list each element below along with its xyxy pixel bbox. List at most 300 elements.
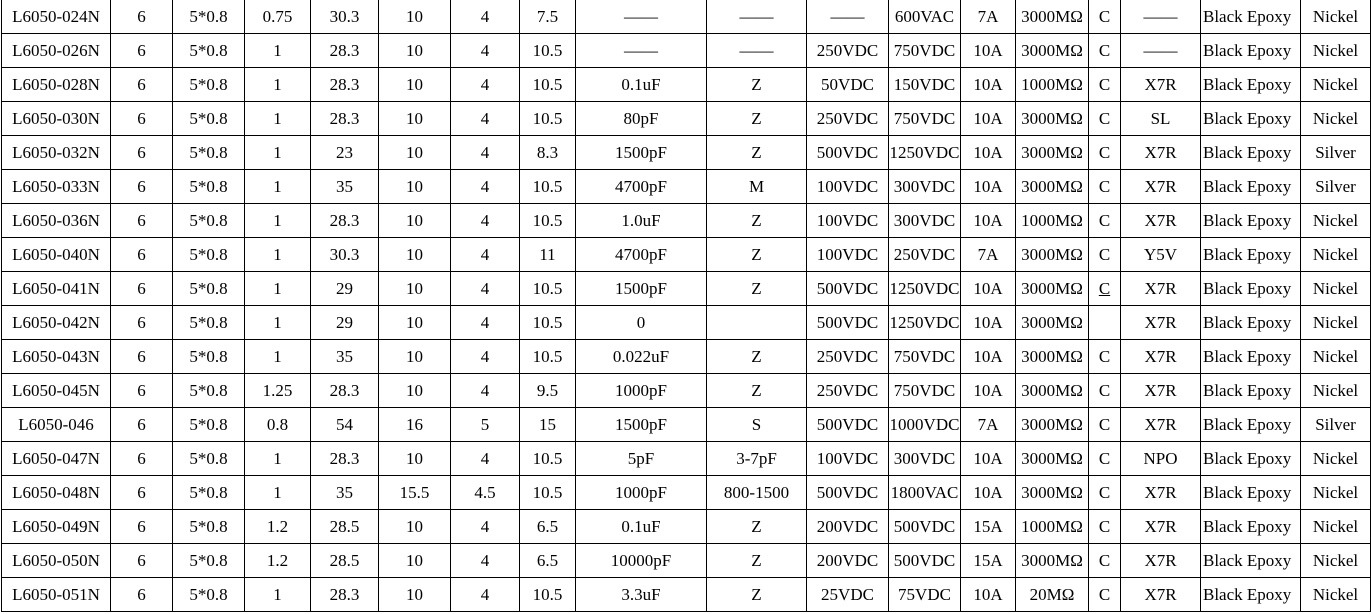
cell-text: 5*0.8 [189,177,228,196]
cell-text: 10 [406,551,423,570]
cell-capacitance [576,34,707,68]
cell-col-g [451,204,520,238]
cell-col-d [245,170,311,204]
cell-part-number [2,374,111,408]
cell-text: 1500pF [615,279,667,298]
cell-text: 3000MΩ [1021,483,1083,502]
cell-text: 7A [977,415,999,434]
cell-capacitance [576,136,707,170]
cell-col-g [451,408,520,442]
cell-current [961,238,1016,272]
cell-tolerance [707,340,807,374]
cell-col-h [520,544,576,578]
cell-text: 3000MΩ [1021,41,1083,60]
cell-col-o [1089,204,1121,238]
cell-text: 28.3 [329,585,360,604]
cell-col-b [111,68,173,102]
cell-current [961,0,1016,34]
cell-finish [1201,340,1301,374]
cell-col-h [520,170,576,204]
cell-col-h [520,340,576,374]
cell-text: Z [751,109,762,128]
cell-col-o [1089,272,1121,306]
cell-text: 29 [336,279,353,298]
cell-text: 150VDC [893,75,956,94]
cell-text: 3000MΩ [1021,279,1083,298]
cell-text: C [1098,517,1111,536]
cell-text: Silver [1315,415,1356,434]
cell-text: 3000MΩ [1021,415,1083,434]
cell-col-d [245,136,311,170]
cell-text: C [1098,245,1111,264]
cell-text: 15A [973,551,1003,570]
cell-text: 4700pF [615,245,667,264]
cell-col-f [379,170,451,204]
cell-text: 10A [973,449,1003,468]
cell-plating [1301,442,1371,476]
cell-text: Z [751,585,762,604]
cell-text: L6050-050N [12,551,100,570]
cell-plating [1301,510,1371,544]
cell-test-voltage [889,510,961,544]
cell-col-o [1089,510,1121,544]
cell-finish [1201,136,1301,170]
cell-col-o [1089,442,1121,476]
cell-col-f [379,136,451,170]
cell-text: 10A [973,381,1003,400]
cell-text: C [1098,177,1111,196]
cell-col-h [520,510,576,544]
cell-col-o [1089,102,1121,136]
cell-text: X7R [1144,75,1177,94]
cell-text: 8.3 [536,143,559,162]
cell-rated-voltage [807,442,889,476]
cell-part-number [2,510,111,544]
cell-col-b [111,408,173,442]
cell-tolerance [707,442,807,476]
cell-insulation-resistance [1016,340,1089,374]
cell-rated-voltage [807,238,889,272]
cell-text: X7R [1144,143,1177,162]
cell-col-g [451,170,520,204]
cell-dielectric [1121,204,1201,238]
cell-text: 5*0.8 [189,245,228,264]
cell-capacitance [576,510,707,544]
cell-text: 20MΩ [1029,585,1075,604]
cell-col-f [379,408,451,442]
cell-text: 10A [973,313,1003,332]
cell-col-d [245,272,311,306]
cell-text: 1000VDC [889,415,960,434]
cell-insulation-resistance [1016,102,1089,136]
cell-finish [1201,272,1301,306]
cell-text: C [1098,381,1111,400]
cell-text: C [1098,7,1111,26]
cell-text: 800-1500 [723,483,790,502]
cell-text: 750VDC [893,109,956,128]
cell-col-b [111,272,173,306]
cell-dielectric [1121,578,1201,612]
cell-text: 10 [406,211,423,230]
cell-text: 600VAC [894,7,955,26]
cell-text: 0.022uF [612,347,670,366]
table-row [2,170,1371,204]
cell-col-f [379,0,451,34]
cell-text: 23 [336,143,353,162]
cell-text: X7R [1144,313,1177,332]
cell-text: Black Epoxy [1203,347,1292,366]
cell-col-c [173,68,245,102]
cell-insulation-resistance [1016,136,1089,170]
cell-col-d [245,544,311,578]
cell-text: NPO [1143,449,1178,468]
cell-col-f [379,510,451,544]
cell-text: SL [1150,109,1171,128]
cell-text: 10 [406,7,423,26]
cell-text: Nickel [1312,551,1359,570]
cell-text: 6 [137,449,146,468]
table-row [2,238,1371,272]
table-row [2,306,1371,340]
cell-plating [1301,0,1371,34]
cell-finish [1201,510,1301,544]
cell-text: 4 [480,313,490,332]
cell-col-h [520,578,576,612]
cell-text: Nickel [1312,7,1359,26]
cell-text: 100VDC [816,245,879,264]
cell-plating [1301,204,1371,238]
cell-text: 10 [406,143,423,162]
cell-insulation-resistance [1016,34,1089,68]
cell-text: 6 [137,415,146,434]
cell-text: 1 [273,211,282,230]
cell-col-d [245,476,311,510]
cell-dielectric [1121,544,1201,578]
table-row [2,578,1371,612]
cell-text: Black Epoxy [1203,279,1292,298]
cell-text: 1000pF [615,381,667,400]
table-row [2,476,1371,510]
cell-col-o [1089,238,1121,272]
cell-capacitance [576,544,707,578]
cell-text: 6 [137,7,146,26]
cell-text: 10A [973,109,1003,128]
cell-current [961,34,1016,68]
cell-text: 10.5 [532,41,563,60]
cell-text: 300VDC [893,211,956,230]
cell-text: Nickel [1312,483,1359,502]
cell-tolerance [707,102,807,136]
cell-rated-voltage [807,68,889,102]
cell-text: 10 [406,109,423,128]
cell-text: Black Epoxy [1203,41,1292,60]
cell-text: 50VDC [821,75,874,94]
cell-current [961,374,1016,408]
cell-col-g [451,102,520,136]
cell-text: Nickel [1312,381,1359,400]
cell-text: 1000MΩ [1021,211,1083,230]
cell-col-d [245,102,311,136]
cell-col-c [173,272,245,306]
cell-text: 3-7pF [736,449,777,468]
cell-text: —— [1143,7,1178,26]
cell-text: 1 [273,75,282,94]
cell-part-number [2,0,111,34]
cell-text: Z [751,75,762,94]
cell-plating [1301,272,1371,306]
cell-text: Z [751,347,762,366]
cell-rated-voltage [807,476,889,510]
cell-col-h [520,408,576,442]
cell-plating [1301,102,1371,136]
cell-tolerance [707,136,807,170]
cell-dielectric [1121,68,1201,102]
cell-col-o [1089,408,1121,442]
cell-text: 1 [273,585,282,604]
cell-col-c [173,476,245,510]
cell-finish [1201,442,1301,476]
cell-insulation-resistance [1016,68,1089,102]
cell-col-h [520,442,576,476]
cell-text: 3000MΩ [1021,449,1083,468]
cell-col-d [245,34,311,68]
cell-plating [1301,170,1371,204]
cell-text: 6 [137,109,146,128]
cell-text: 1 [273,109,282,128]
cell-text: 5*0.8 [189,313,228,332]
cell-text: Black Epoxy [1203,381,1292,400]
cell-col-b [111,578,173,612]
cell-col-e [311,170,379,204]
cell-col-e [311,340,379,374]
cell-text: 10A [973,279,1003,298]
cell-text: 6 [137,381,146,400]
cell-text: C [1098,143,1111,162]
cell-insulation-resistance [1016,238,1089,272]
cell-col-o [1089,306,1121,340]
cell-text: —— [739,7,774,26]
cell-text: 500VDC [816,143,879,162]
cell-text: 10.5 [532,313,563,332]
cell-test-voltage [889,34,961,68]
cell-col-e [311,34,379,68]
cell-col-e [311,136,379,170]
cell-capacitance [576,578,707,612]
cell-text: Black Epoxy [1203,483,1292,502]
cell-capacitance [576,170,707,204]
cell-text: Nickel [1312,347,1359,366]
cell-text: C [1098,211,1111,230]
cell-text: 15.5 [399,483,430,502]
cell-text: 6 [137,585,146,604]
cell-text: 0.1uF [621,517,661,536]
cell-capacitance [576,476,707,510]
cell-finish [1201,374,1301,408]
cell-text: L6050-036N [12,211,100,230]
cell-text: C [1098,585,1111,604]
cell-col-b [111,136,173,170]
cell-text: 1 [273,449,282,468]
cell-text: C [1098,109,1111,128]
cell-insulation-resistance [1016,272,1089,306]
cell-text: 4 [480,585,490,604]
cell-text: Z [751,211,762,230]
cell-text: 16 [406,415,423,434]
cell-rated-voltage [807,272,889,306]
cell-text: 4 [480,245,490,264]
cell-text: 5 [480,415,490,434]
cell-plating [1301,136,1371,170]
cell-rated-voltage [807,102,889,136]
cell-col-g [451,510,520,544]
cell-col-e [311,272,379,306]
cell-col-c [173,510,245,544]
cell-tolerance [707,170,807,204]
cell-text: 4 [480,75,490,94]
cell-part-number [2,204,111,238]
cell-text: 28.3 [329,41,360,60]
cell-text: X7R [1144,279,1177,298]
table-row [2,408,1371,442]
cell-text: Z [751,517,762,536]
cell-test-voltage [889,136,961,170]
cell-col-d [245,510,311,544]
cell-text: 750VDC [893,381,956,400]
cell-capacitance [576,102,707,136]
cell-plating [1301,340,1371,374]
cell-text: 500VDC [893,551,956,570]
cell-col-e [311,306,379,340]
cell-col-e [311,510,379,544]
cell-dielectric [1121,442,1201,476]
cell-col-f [379,476,451,510]
cell-insulation-resistance [1016,0,1089,34]
cell-text: Z [751,279,762,298]
cell-text: 6 [137,177,146,196]
cell-tolerance [707,34,807,68]
cell-dielectric [1121,102,1201,136]
cell-col-h [520,0,576,34]
cell-text: 4 [480,551,490,570]
cell-text: 3000MΩ [1021,177,1083,196]
table-body [2,0,1371,612]
cell-current [961,68,1016,102]
cell-col-c [173,238,245,272]
cell-text: —— [624,41,658,60]
cell-rated-voltage [807,136,889,170]
cell-text: 500VDC [893,517,956,536]
cell-col-c [173,102,245,136]
cell-col-e [311,68,379,102]
cell-text: 0 [636,313,646,332]
cell-dielectric [1121,510,1201,544]
cell-col-o [1089,476,1121,510]
cell-text: 29 [336,313,353,332]
cell-text: 4 [480,517,490,536]
cell-test-voltage [889,544,961,578]
cell-dielectric [1121,170,1201,204]
cell-text: 3000MΩ [1021,109,1083,128]
cell-col-g [451,136,520,170]
cell-finish [1201,238,1301,272]
cell-text: 28.5 [329,517,360,536]
cell-tolerance [707,204,807,238]
cell-col-g [451,544,520,578]
cell-text: 7.5 [536,7,559,26]
cell-insulation-resistance [1016,476,1089,510]
cell-text: X7R [1144,177,1177,196]
cell-col-c [173,204,245,238]
cell-part-number [2,408,111,442]
cell-text: Black Epoxy [1203,517,1292,536]
cell-rated-voltage [807,204,889,238]
cell-col-d [245,306,311,340]
cell-text: 300VDC [893,449,956,468]
cell-dielectric [1121,374,1201,408]
cell-test-voltage [889,476,961,510]
cell-test-voltage [889,0,961,34]
cell-col-g [451,0,520,34]
cell-dielectric [1121,476,1201,510]
cell-col-o [1089,68,1121,102]
cell-text: 6 [137,75,146,94]
cell-col-b [111,374,173,408]
cell-text: 10A [973,75,1003,94]
cell-text: 100VDC [816,449,879,468]
cell-text: 750VDC [893,41,956,60]
cell-text: 10.5 [532,347,563,366]
cell-finish [1201,0,1301,34]
cell-col-h [520,238,576,272]
cell-col-g [451,272,520,306]
cell-tolerance [707,238,807,272]
cell-text: 10.5 [532,211,563,230]
cell-text: 0.75 [262,7,293,26]
cell-text: 3000MΩ [1021,551,1083,570]
cell-part-number [2,238,111,272]
cell-text: 7A [977,245,999,264]
cell-insulation-resistance [1016,578,1089,612]
cell-text: L6050-051N [12,585,100,604]
cell-capacitance [576,408,707,442]
cell-text: 10 [406,517,423,536]
cell-col-b [111,238,173,272]
cell-text: 10.5 [532,483,563,502]
cell-text: 5*0.8 [189,211,228,230]
cell-text: C [1098,449,1111,468]
cell-col-g [451,578,520,612]
cell-col-c [173,136,245,170]
cell-text: L6050-024N [12,7,100,26]
cell-capacitance [576,204,707,238]
cell-finish [1201,102,1301,136]
cell-text: 10.5 [532,109,563,128]
cell-text: 5*0.8 [189,483,228,502]
cell-col-h [520,102,576,136]
cell-col-h [520,476,576,510]
cell-text: 28.3 [329,109,360,128]
cell-capacitance [576,0,707,34]
cell-text: Silver [1315,143,1356,162]
cell-text: 3.3uF [621,585,661,604]
cell-text: Z [751,381,762,400]
cell-current [961,476,1016,510]
cell-tolerance [707,476,807,510]
cell-text: Black Epoxy [1203,245,1292,264]
cell-text: 6 [137,313,146,332]
cell-text: 10.5 [532,279,563,298]
cell-text: 10 [406,449,423,468]
